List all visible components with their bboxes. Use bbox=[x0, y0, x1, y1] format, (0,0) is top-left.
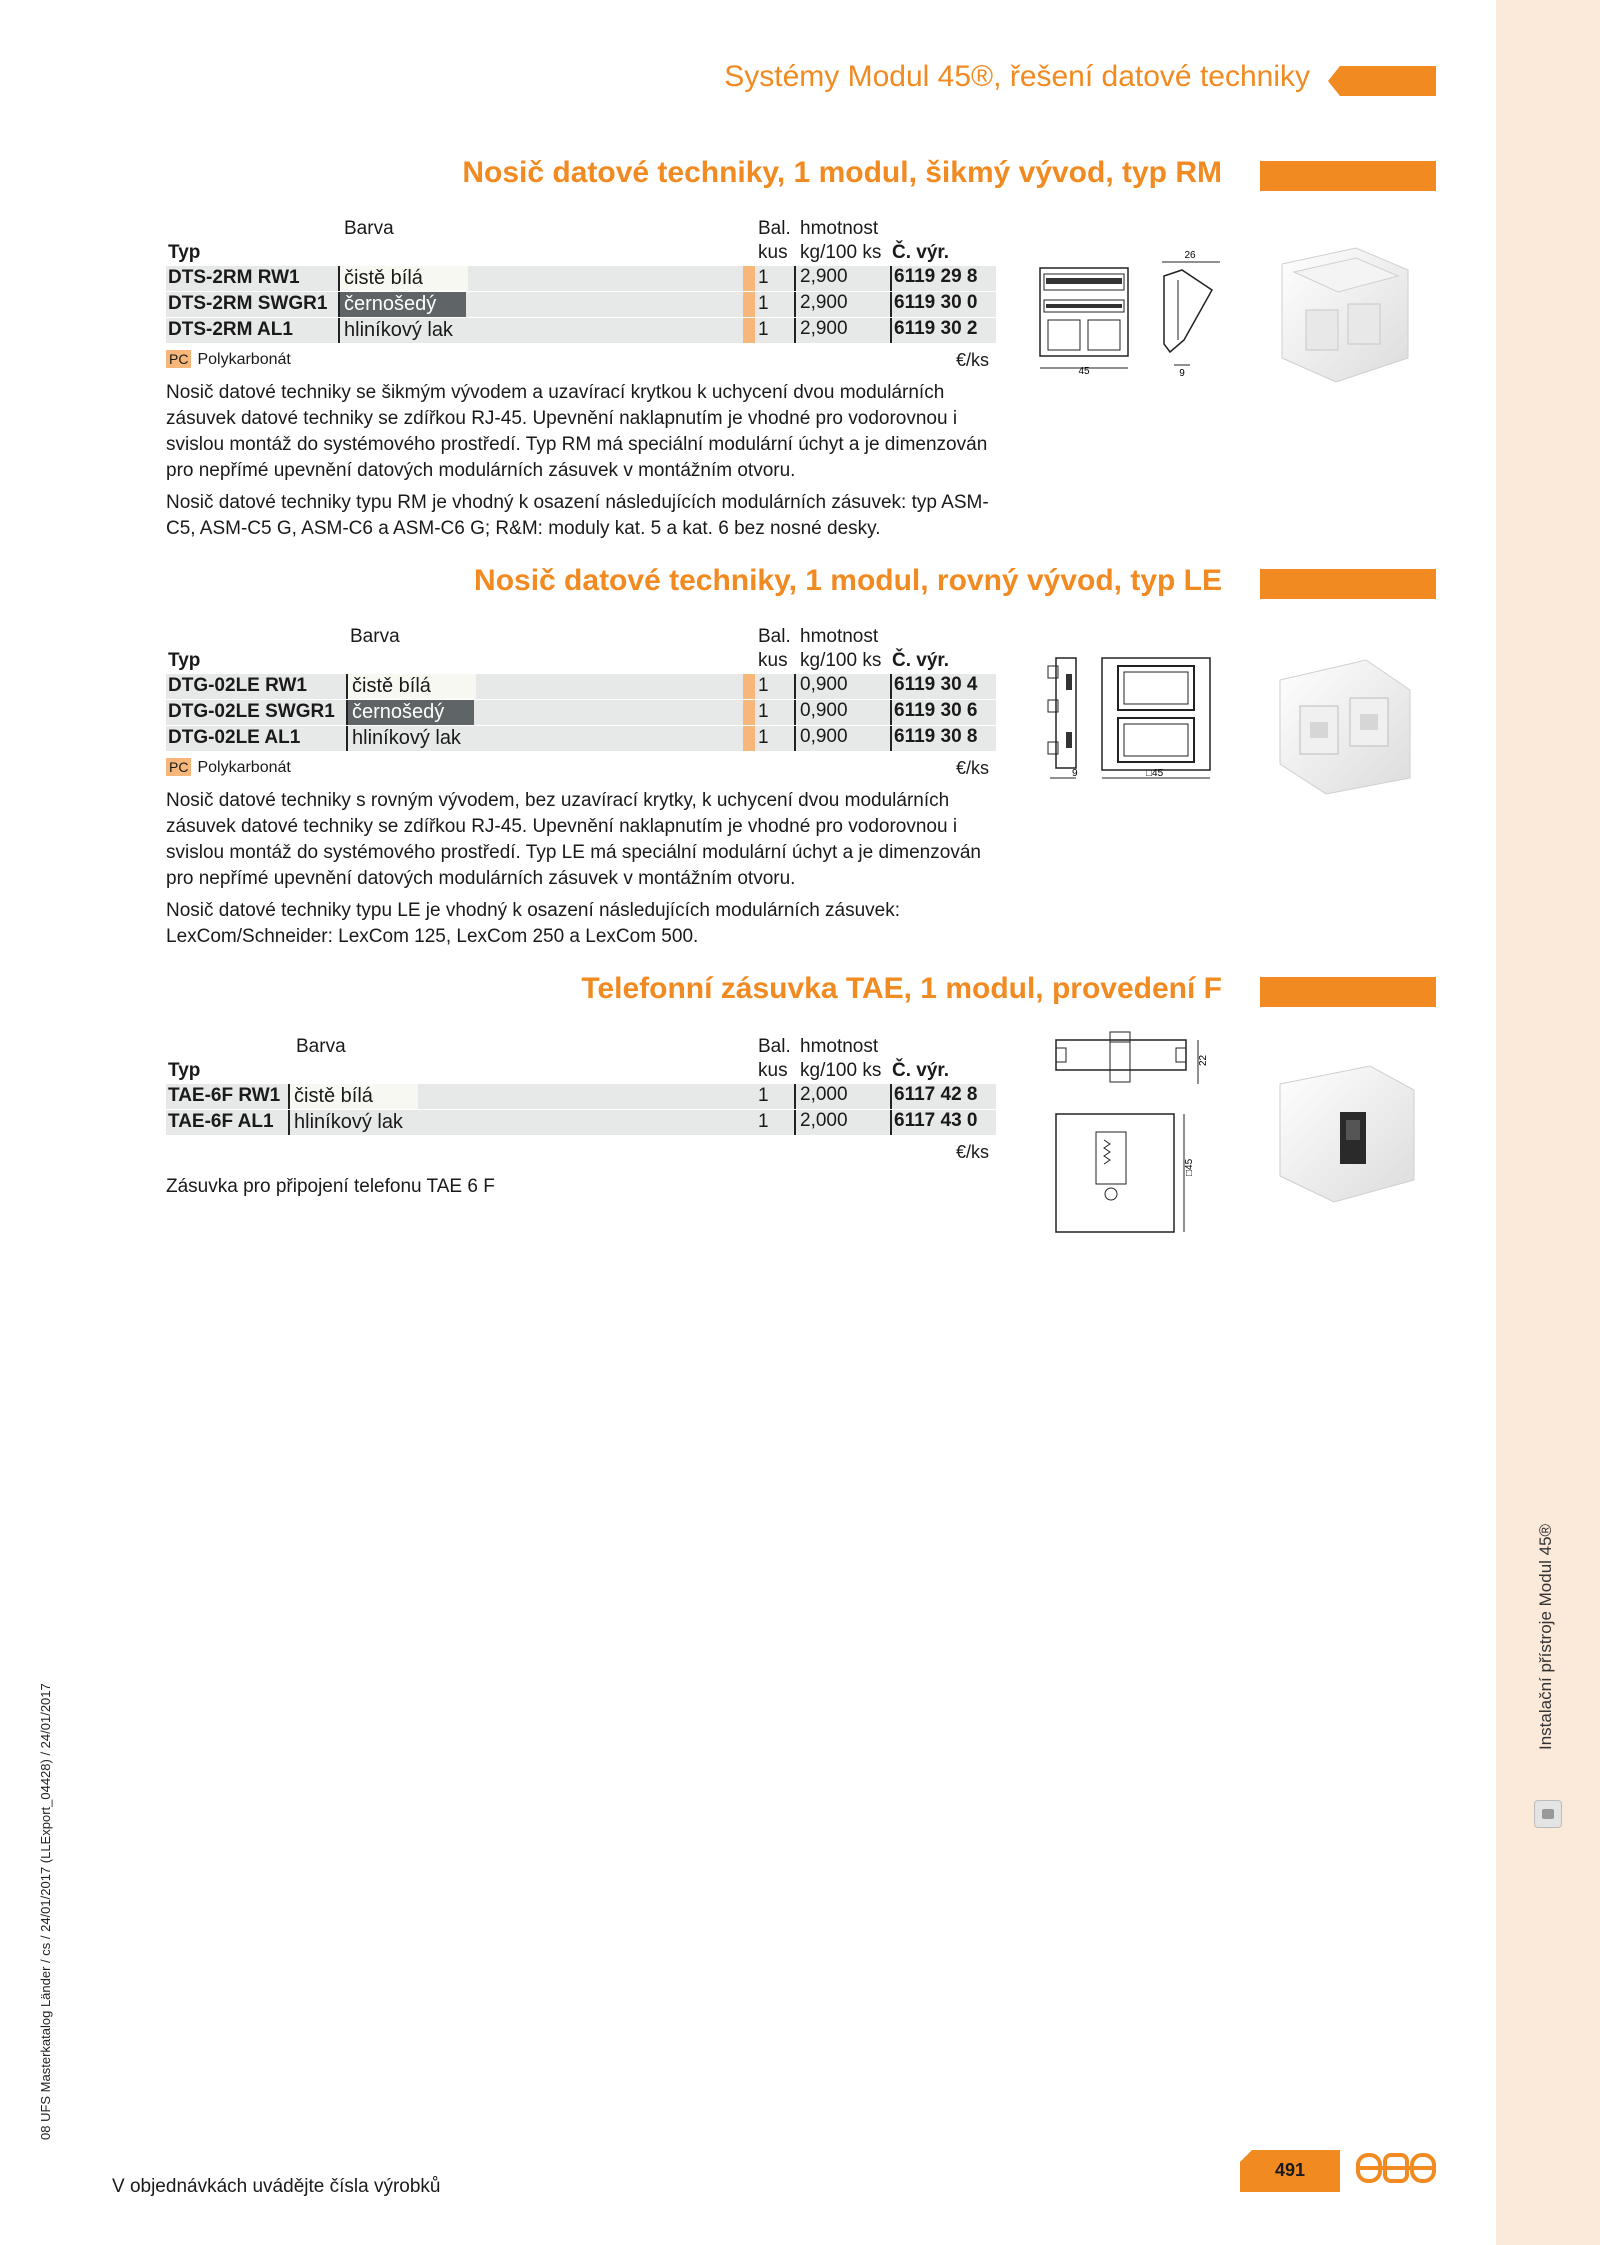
material: Polykarbonát bbox=[197, 759, 291, 776]
material-code: PC bbox=[166, 758, 191, 776]
drawing-le bbox=[1036, 652, 1226, 792]
side-label: Instalační přístroje Modul 45® bbox=[1536, 1523, 1555, 1750]
material-line bbox=[166, 350, 291, 369]
price-unit: €/ks bbox=[956, 758, 990, 778]
section-title-tae: Telefonní zásuvka TAE, 1 modul, provedení F bbox=[581, 972, 1222, 1005]
footer-note: V objednávkách uvádějte čísla výrobků bbox=[112, 2176, 441, 2197]
material-code: PC bbox=[166, 350, 191, 368]
product-photo-tae bbox=[1274, 1060, 1424, 1210]
svg-text:□45: □45 bbox=[1184, 1158, 1195, 1176]
table-tae bbox=[166, 1036, 996, 1136]
product-photo-rm bbox=[1266, 240, 1422, 390]
drawing-tae-top bbox=[1052, 1028, 1212, 1090]
svg-text:□45: □45 bbox=[1146, 768, 1164, 779]
print-meta: 08 UFS Masterkatalog Länder / cs / 24/01/2017 (LLExport_04428) / 24/01/2017 bbox=[38, 1683, 53, 2140]
section-bar bbox=[1260, 161, 1436, 191]
header-tab bbox=[1328, 66, 1436, 96]
table-row: DTS-2RM AL1 hliníkový lak 1 2,900 6119 30 2 bbox=[166, 318, 996, 343]
price-unit: €/ks bbox=[956, 350, 990, 370]
material: Polykarbonát bbox=[197, 351, 291, 368]
table-header: Barva Typ Bal. kus hmotnost kg/100 ks Č. výr. bbox=[168, 626, 950, 671]
table-row: DTS-2RM RW1 čistě bílá 1 2,900 6119 29 8 bbox=[166, 266, 996, 291]
section-title-le: Nosič datové techniky, 1 modul, rovný vývod, typ LE bbox=[474, 564, 1222, 597]
section-bar bbox=[1260, 569, 1436, 599]
drawing-tae-front bbox=[1052, 1110, 1202, 1236]
table-le bbox=[166, 626, 996, 752]
table-header: Barva Typ Bal. kus hmotnost kg/100 ks Č. výr. bbox=[168, 1036, 950, 1081]
svg-text:45: 45 bbox=[1078, 366, 1090, 377]
drawing-rm-front bbox=[1030, 258, 1140, 378]
svg-text:9: 9 bbox=[1179, 368, 1185, 379]
table-row: DTG-02LE RW1 čistě bílá 1 0,900 6119 30 4 bbox=[166, 674, 996, 699]
table-row: DTG-02LE SWGR1 černošedý 1 0,900 6119 30 6 bbox=[166, 700, 996, 725]
description: Nosič datové techniky s rovným vývodem, bez uzavírací krytky, k uchycení dvou modulárních zásuvek datové techniky se zdířkou RJ-45. Upevnění naklapnutím je vhodné pro vodorovnou i svislou montáž do systémového prostředí. Typ LE má speciální modulární úchyt a je dimenzován pro nepřímé upevnění datových modulárních zásuvek v montážním otvoru. Nosič datové techniky typu LE je vhodný k osazení následujících modulárních zásuvek: LexCom/Schneider: LexCom 125, LexCom 250 a LexCom 500. bbox=[166, 790, 981, 947]
svg-text:22: 22 bbox=[1198, 1054, 1209, 1066]
table-row: TAE-6F RW1 čistě bílá 1 2,000 6117 42 8 bbox=[166, 1084, 996, 1109]
page-title: Systémy Modul 45®, řešení datové techniky bbox=[724, 60, 1310, 93]
table-row: DTG-02LE AL1 hliníkový lak 1 0,900 6119 30 8 bbox=[166, 726, 996, 751]
obo-logo bbox=[1356, 2152, 1436, 2186]
description: Zásuvka pro připojení telefonu TAE 6 F bbox=[166, 1176, 495, 1197]
device-icon bbox=[1534, 1800, 1562, 1828]
section-bar bbox=[1260, 977, 1436, 1007]
table-header: Barva Typ Bal. kus hmotnost kg/100 ks Č. výr. bbox=[168, 218, 950, 263]
section-title-rm: Nosič datové techniky, 1 modul, šikmý vývod, typ RM bbox=[462, 156, 1222, 189]
product-photo-le bbox=[1270, 650, 1420, 800]
description: Nosič datové techniky se šikmým vývodem a uzavírací krytkou k uchycení dvou modulárních zásuvek datové techniky se zdířkou RJ-45. Upevnění naklapnutím je vhodné pro vodorovnou i svislou montáž do systémového prostředí. Typ RM má speciální modulární úchyt a je dimenzován pro nepřímé upevnění datových modulárních zásuvek v montážním otvoru. Nosič datové techniky typu RM je vhodný k osazení následujících modulárních zásuvek: typ ASM-C5, ASM-C5 G, ASM-C6 a ASM-C6 G; R&M: moduly kat. 5 a kat. 6 bez nosné desky. bbox=[166, 382, 989, 539]
material-line bbox=[166, 758, 291, 777]
svg-text:9: 9 bbox=[1072, 768, 1078, 779]
svg-text:26: 26 bbox=[1184, 250, 1196, 261]
table-rm bbox=[166, 218, 996, 344]
side-strip bbox=[1496, 0, 1600, 2245]
drawing-rm-side bbox=[1150, 240, 1230, 380]
page-number: 491 bbox=[1274, 2160, 1306, 2180]
table-row: TAE-6F AL1 hliníkový lak 1 2,000 6117 43 0 bbox=[166, 1110, 996, 1135]
price-unit: €/ks bbox=[956, 1142, 990, 1162]
table-row: DTS-2RM SWGR1 černošedý 1 2,900 6119 30 0 bbox=[166, 292, 996, 317]
